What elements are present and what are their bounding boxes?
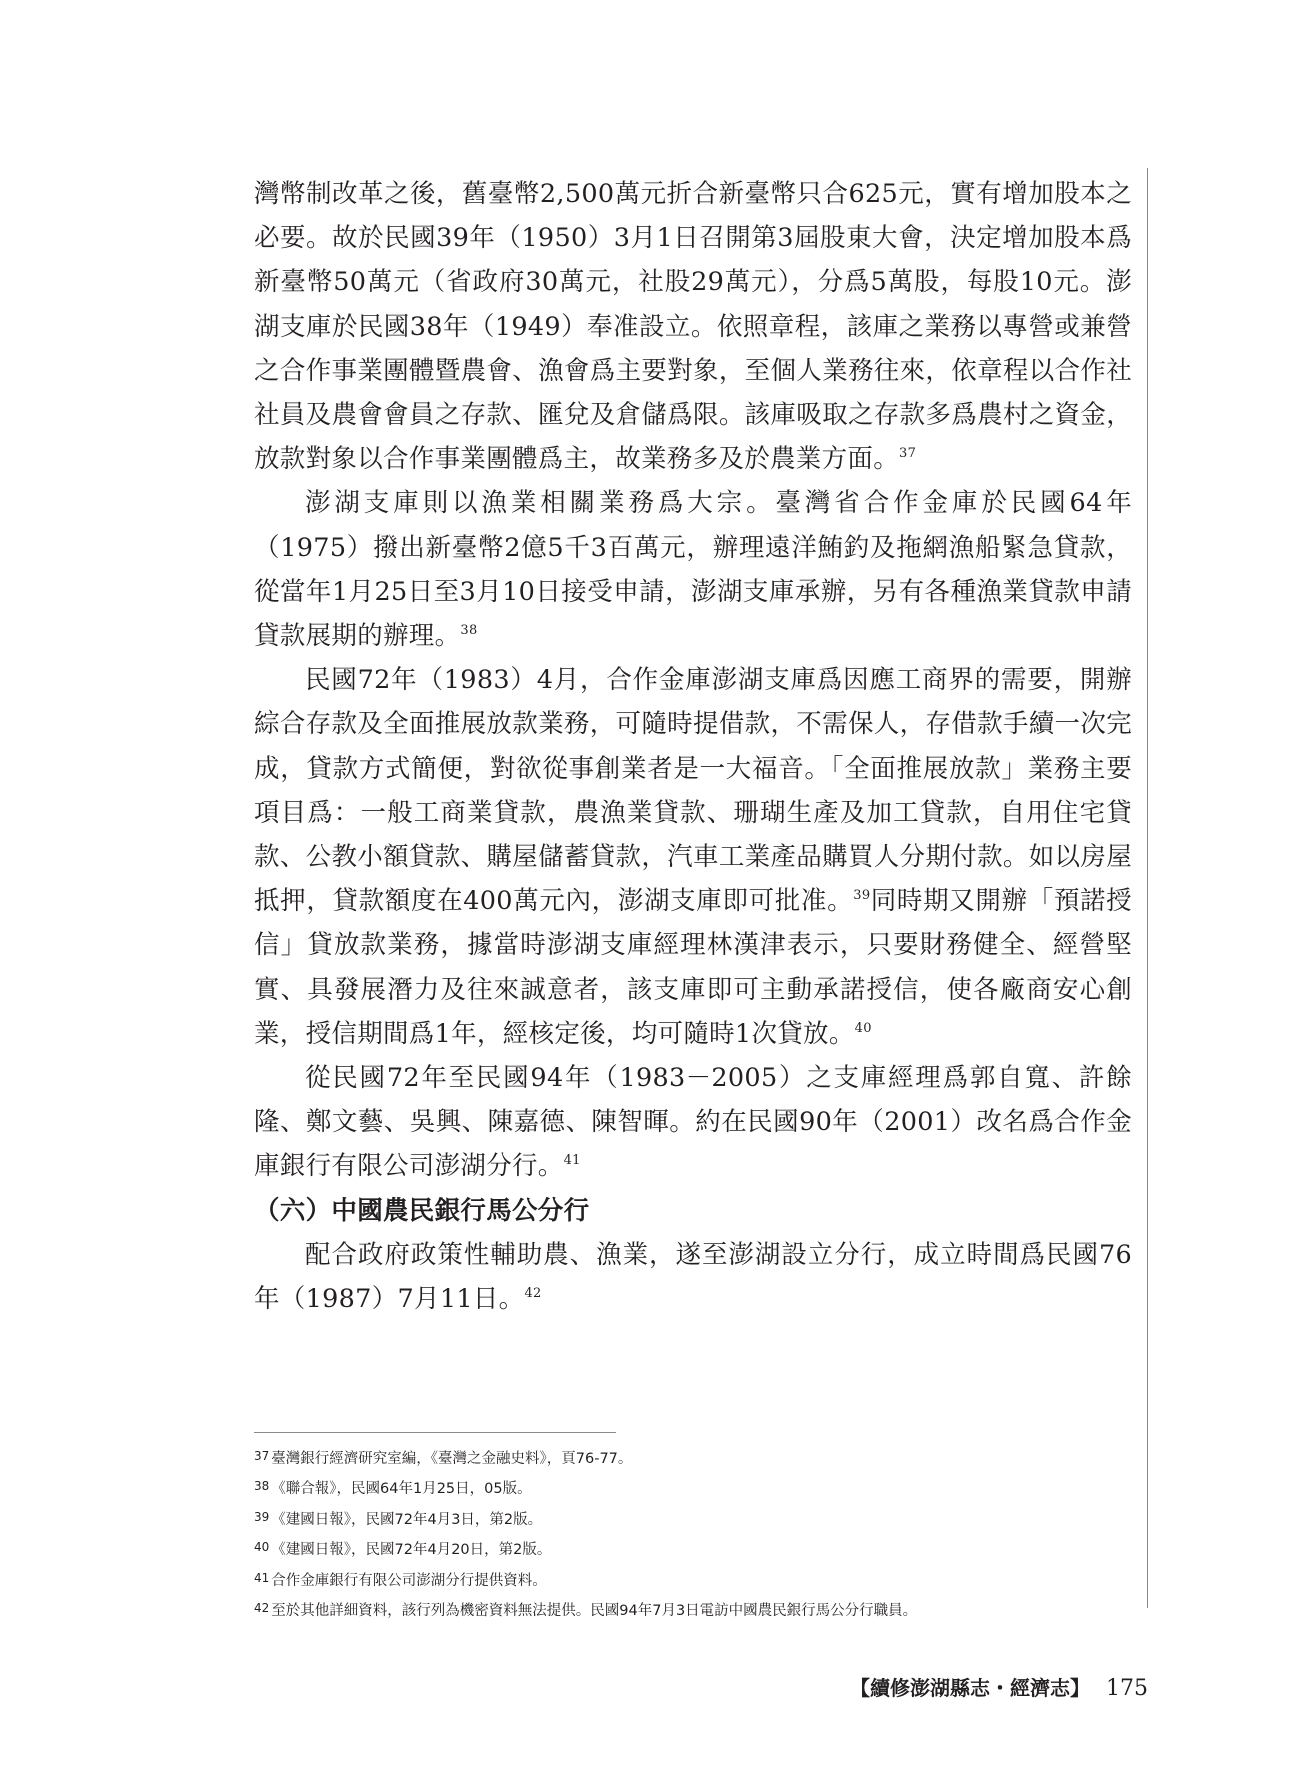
series-title: 【續修澎湖縣志・經濟志】 (850, 1676, 1090, 1700)
page-number: 175 (1106, 1676, 1148, 1701)
footnote-ref-39[interactable]: 39 (853, 888, 871, 904)
footnote-number: 42 (254, 1601, 270, 1616)
footnote-ref-38[interactable]: 38 (460, 623, 478, 639)
paragraph-3-text-a: 民國72年（1983）4月，合作金庫澎湖支庫爲因應工商界的需要，開辦綜合存款及全面推展放款業務，可隨時提借款，不需保人，存借款手續一次完成，貸款方式簡便，對欲從事創業者是一大福音。「全面推展放款」業務主要項目爲：一般工商業貸款，農漁業貸款、珊瑚生產及加工貸款，自用住宅貸款、公教小額貸款、購屋儲蓄貸款，汽車工業產品購買人分期付款。如以房屋抵押，貸款額度在400萬元內，澎湖支庫即可批准。 (254, 665, 1132, 917)
footnote-41 (254, 1565, 1134, 1595)
paragraph-2 (254, 481, 1132, 658)
footnote-text: 《聯合報》，民國64年1月25日，05版。 (271, 1481, 532, 1498)
footnote-ref-37[interactable]: 37 (899, 446, 917, 462)
paragraph-2-text: 澎湖支庫則以漁業相關業務爲大宗。臺灣省合作金庫於民國64年（1975）撥出新臺幣2億5千3百萬元，辦理遠洋鮪釣及拖網漁船緊急貸款，從當年1月25日至3月10日接受申請，澎湖支庫承辦，另有各種漁業貸款申請貸款展期的辦理。 (254, 488, 1132, 652)
footnote-number: 38 (254, 1479, 270, 1494)
footnote-37 (254, 1443, 1134, 1473)
footnote-text: 臺灣銀行經濟研究室編，《臺灣之金融史料》，頁76-77。 (271, 1451, 633, 1467)
footnote-ref-40[interactable]: 40 (854, 1020, 872, 1036)
paragraph-4 (254, 1056, 1132, 1189)
footnote-number: 37 (254, 1449, 270, 1463)
footnote-number: 39 (254, 1509, 270, 1524)
paragraph-5-text: 配合政府政策性輔助農、漁業，遂至澎湖設立分行，成立時間爲民國76年（1987）7月11日。 (254, 1239, 1132, 1315)
paragraph-3-text-b: 同時期又開辦「預諾授信」貸放款業務，據當時澎湖支庫經理林漢津表示，只要財務健全、經營堅實、具發展潛力及往來誠意者，該支庫即可主動承諾授信，使各廠商安心創業，授信期間爲1年，經核定後，均可隨時1次貸放。 (254, 886, 1132, 1049)
footnote-ref-41[interactable]: 41 (563, 1153, 581, 1169)
paragraph-4-text: 從民國72年至民國94年（1983－2005）之支庫經理爲郭自寬、許餘隆、鄭文藝、吳興、陳嘉德、陳智暉。約在民國90年（2001）改名爲合作金庫銀行有限公司澎湖分行。 (254, 1063, 1132, 1182)
footnote-42 (254, 1595, 1134, 1625)
footnote-text: 《建國日報》，民國72年4月20日，第2版。 (271, 1542, 552, 1559)
page-footer (850, 1672, 1148, 1701)
footnote-text: 至於其他詳細資料，該行列為機密資料無法提供。民國94年7月3日電訪中國農民銀行馬公分行職員。 (271, 1603, 918, 1620)
footnote-39 (254, 1504, 1134, 1534)
paragraph-3 (254, 658, 1132, 1056)
footnote-ref-42[interactable]: 42 (524, 1286, 542, 1302)
margin-rule (1147, 168, 1148, 1608)
paragraph-1-text: 灣幣制改革之後，舊臺幣2,500萬元折合新臺幣只合625元，實有增加股本之必要。故於民國39年（1950）3月1日召開第3屆股東大會，決定增加股本爲新臺幣50萬元（省政府30萬元，社股29萬元），分爲5萬股，每股10元。澎湖支庫於民國38年（1949）奉准設立。依照章程，該庫之業務以專營或兼營之合作事業團體暨農會、漁會爲主要對象，至個人業務往來，依章程以合作社社員及農會會員之存款、匯兌及倉儲爲限。該庫吸取之存款多爲農村之資金，放款對象以合作事業團體爲主，故業務多及於農業方面。 (254, 179, 1132, 475)
paragraph-1 (254, 172, 1132, 481)
section-heading: （六）中國農民銀行馬公分行 (254, 1195, 590, 1226)
footnote-40 (254, 1534, 1134, 1564)
footnote-separator (254, 1432, 616, 1433)
footnote-text: 合作金庫銀行有限公司澎湖分行提供資料。 (271, 1572, 547, 1589)
footnote-number: 41 (254, 1570, 270, 1585)
paragraph-5 (254, 1233, 1132, 1321)
footnote-text: 《建國日報》，民國72年4月3日，第2版。 (271, 1511, 543, 1528)
footnote-38 (254, 1473, 1134, 1503)
main-text (254, 172, 1132, 1321)
footnotes (254, 1443, 1134, 1625)
footnote-number: 40 (254, 1540, 270, 1555)
